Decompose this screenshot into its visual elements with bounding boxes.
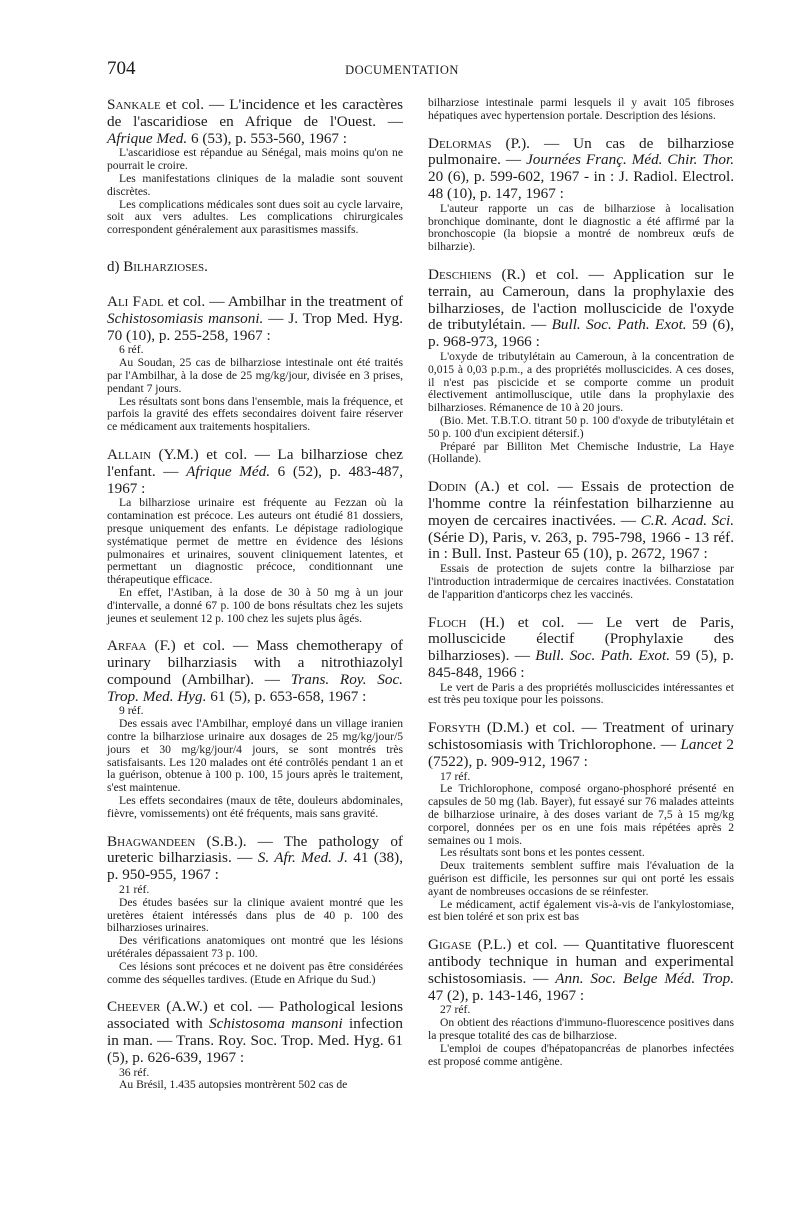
page-number: 704 <box>107 58 136 79</box>
entry-title: (Y.M.) et col. — La bilharziose chez l'enfant. — <box>107 445 403 480</box>
entry-abstract: Les complications médicales sont dues soit au cycle larvaire, soit aux vers adultes. Les complications chirurgicales correspondent généralement aux parasitismes massifs. <box>107 197 403 237</box>
entry-journal: Lancet <box>680 736 722 754</box>
entry-title: (S.B.). — The pathology of ureteric bilharziasis. — <box>107 832 403 867</box>
entry-authors: Deschiens <box>428 265 492 283</box>
continued-abstract: bilharziose intestinale parmi lesquels il y avait 105 fibroses hépatiques avec hypertension portale. Description des lésions. <box>428 96 734 122</box>
entry-refs: 21 réf. <box>119 883 150 897</box>
entry-details: 59 (5), p. 845-848, 1966 : <box>428 647 734 681</box>
entry-details: 20 (6), p. 599-602, 1967 - in : J. Radiol. Electrol. 48 (10), p. 147, 1967 : <box>428 168 734 202</box>
entry-abstract: Préparé par Billiton Met Chemische Industrie, La Haye (Hollande). <box>428 439 734 466</box>
entry-abstract: En effet, l'Astiban, à la dose de 30 à 50 mg à un jour d'intervalle, a donné 67 p. 100 de bons résultats chez les sujets jeunes et seulement 12 p. 100 chez les sujets plus âgés. <box>107 585 403 625</box>
entry-citation <box>428 267 734 351</box>
entry-journal: Schistosoma mansoni <box>209 1015 343 1033</box>
entry-refs: 36 réf. <box>119 1065 150 1079</box>
entry-refs: 9 réf. <box>119 704 144 718</box>
entry-details: — J. Trop Med. Hyg. 70 (10), p. 255-258, 1967 : <box>107 309 403 344</box>
bibliography-entry <box>428 267 734 466</box>
entry-abstract: Des études basées sur la clinique avaient montré que les uretères étaient intéressés dans plus de 40 p. 100 des bilharzioses urinaires. <box>107 895 403 935</box>
entry-abstract: Ces lésions sont précoces et ne doivent pas être considérées comme des séquelles tardives. (Etude en Afrique du Sud.) <box>107 959 403 986</box>
entry-journal: Trans. Roy. Soc. Trop. Med. Hyg. <box>107 670 403 705</box>
entry-details: 61 (5), p. 653-658, 1967 : <box>206 687 367 705</box>
section-prefix: d) <box>107 258 124 275</box>
entry-journal: Journées Franç. Méd. Chir. Thor. <box>526 151 734 169</box>
bibliography-entry <box>107 447 403 625</box>
bibliography-entry <box>428 720 734 924</box>
entry-citation <box>428 615 734 682</box>
entry-authors: Forsyth <box>428 719 481 737</box>
entry-journal: C.R. Acad. Sci. <box>640 511 734 529</box>
entry-citation <box>107 447 403 497</box>
entry-journal: Bull. Soc. Path. Exot. <box>535 647 671 665</box>
bibliography-entry <box>107 834 403 987</box>
entry-title: (P.L.) et col. — Quantitative fluorescent antibody technique in human and experimental schistosomiasis. — <box>428 936 734 987</box>
entry-authors: Cheever <box>107 998 161 1016</box>
entry-abstract: Le Trichlorophone, composé organo-phosphoré présenté en capsules de 50 mg (lab. Bayer), fut essayé sur 76 malades atteints de bilharziose urinaire, à des doses variant de 7,5 à 15 mg/kg corporel, données per os en une fois mais répétées après 2 semaines ou 1 mois. <box>428 782 734 847</box>
entry-authors: Delormas <box>428 134 492 152</box>
entry-abstract: Les effets secondaires (maux de tête, douleurs abdominales, fièvre, vomissements) ont été fréquents, mais sans gravité. <box>107 794 403 820</box>
entry-abstract: (Bio. Met. T.B.T.O. titrant 50 p. 100 d'oxyde de tributylétain et 50 p. 100 d'un excipient détersif.) <box>428 413 734 440</box>
entry-details: 6 (53), p. 553-560, 1967 : <box>187 129 348 147</box>
entry-authors: Bhagwandeen <box>107 832 196 850</box>
page-header <box>107 58 697 84</box>
entry-abstract: L'emploi de coupes d'hépatopancréas de planorbes infectées est proposé comme antigène. <box>428 1041 734 1068</box>
bibliography-entry <box>428 937 734 1068</box>
entry-citation <box>107 294 403 344</box>
bibliography-entry <box>428 479 734 601</box>
entry-title: (H.) et col. — Le vert de Paris, molluscicide électif (Prophylaxie des bilharzioses). — <box>428 613 734 665</box>
entry-authors: Allain <box>107 445 151 463</box>
entry-authors: Dodin <box>428 478 467 496</box>
bibliography-entry <box>428 615 734 708</box>
entry-title: et col. — Ambilhar in the treatment of <box>163 292 404 310</box>
entry-citation <box>428 937 734 1004</box>
entry-details: 59 (6), p. 968-973, 1966 : <box>428 316 734 351</box>
entry-authors: Floch <box>428 613 467 631</box>
entry-details: 47 (2), p. 143-146, 1967 : <box>428 986 585 1004</box>
section-name: Bilharzioses. <box>123 258 208 275</box>
entry-journal: Afrique Med. <box>107 129 188 147</box>
bibliography-entry <box>107 999 403 1092</box>
entry-abstract: L'ascaridiose est répandue au Sénégal, mais moins qu'on ne pourrait le croire. <box>107 146 403 173</box>
entry-authors: Sankale <box>107 96 161 113</box>
entry-abstract: Des vérifications anatomiques ont montré que les lésions urétérales dépassaient 73 p. 100. <box>107 934 403 961</box>
entry-refs: 6 réf. <box>119 343 144 357</box>
entry-journal: Ann. Soc. Belge Méd. Trop. <box>555 969 734 987</box>
entry-abstract: La bilharziose urinaire est fréquente au Fezzan où la contamination est précoce. Les auteurs ont étudié 81 dossiers, presque uniquement des enfants. Le dépistage radiologique systématique permet de mettre en évidence des lésions pulmonaires et urinaires, souvent cliniquement latentes, et permettant un diagnostic précoce, conditionnant une thérapeutique efficace. <box>107 496 403 587</box>
running-head: DOCUMENTATION <box>345 63 459 77</box>
bibliography-entry <box>107 294 403 434</box>
entry-abstract: On obtient des réactions d'immuno-fluorescence positives dans la presque totalité des cas de bilharziose. <box>428 1016 734 1043</box>
bibliography-entry <box>107 97 403 237</box>
entry-abstract: Des essais avec l'Ambilhar, employé dans un village iranien contre la bilharziose urinaire aux dosages de 25 mg/kg/jour/5 jours et 30 mg/kg/jour/4 jours, se sont montrés très satisfaisants. Les 120 malades ont été contrôlés pendant 1 an et la guérison, obtenue à 100 p. 100, 15 jours après le traitement, s'est maintenue. <box>107 717 403 795</box>
entry-details: 41 (38), p. 950-955, 1967 : <box>107 849 403 884</box>
entry-abstract: Les manifestations cliniques de la maladie sont souvent discrètes. <box>107 171 403 198</box>
entry-abstract: Les résultats sont bons et les pontes cessent. <box>440 846 645 860</box>
entry-refs: 17 réf. <box>440 769 471 783</box>
entry-journal: Afrique Méd. <box>186 462 271 480</box>
entry-title: (D.M.) et col. — Treatment of urinary schistosomiasis with Trichlorophone. — <box>428 719 734 754</box>
entry-abstract: Au Soudan, 25 cas de bilharziose intestinale ont été traités par l'Ambilhar, à la dose de 25 mg/kg/jour, divisée en 3 prises, pendant 7 jours. <box>107 356 403 395</box>
entry-title: (A.) et col. — Essais de protection de l'homme contre la réinfestation bilharzienne au moyen de cercaires inactivées. — <box>428 478 734 529</box>
entry-abstract: Le médicament, actif également vis-à-vis de l'ankylostomiase, est bien toléré et son prix est bas <box>428 897 734 924</box>
entry-details: 2 (7522), p. 909-912, 1967 : <box>428 736 735 770</box>
entry-journal: S. Afr. Med. J. <box>257 849 348 867</box>
bibliography-entry <box>428 136 734 254</box>
entry-title: (R.) et col. — Application sur le terrain, au Cameroun, dans la prophylaxie des bilharzioses, de l'action molluscicide de l'oxyde de tributylétain. — <box>428 265 734 334</box>
entry-citation <box>428 479 734 563</box>
entry-authors: Gigase <box>428 936 472 954</box>
entry-journal: Schistosomiasis mansoni. <box>107 309 264 327</box>
entry-citation <box>428 720 734 770</box>
entry-citation <box>107 834 403 884</box>
bibliography-entry <box>107 638 403 820</box>
entry-title: (F.) et col. — Mass chemotherapy of urinary bilharziasis with a nitrothiazolyl compound (Ambilhar). — <box>107 637 403 688</box>
entry-citation <box>428 136 734 203</box>
entry-abstract: Essais de protection de sujets contre la bilharziose par l'introduction intradermique de cercaires inactivées. Constatation de l'apparition d'anticorps chez les vaccinés. <box>428 562 734 601</box>
entry-abstract: L'oxyde de tributylétain au Cameroun, à la concentration de 0,015 à 0,03 p.p.m., a des propriétés molluscicides. A ces doses, il n'est pas piscicide et se comporte comme un produit électivement antimolluscique, utile dans la prophylaxie des bilharzioses. Rémanence de 10 à 20 jours. <box>428 349 734 415</box>
entry-abstract: Le vert de Paris a des propriétés molluscicides intéressantes et est très peu toxique pour les poissons. <box>428 680 734 707</box>
entry-authors: Ali Fadl <box>107 292 164 310</box>
entry-title: et col. — L'incidence et les caractères de l'ascaridiose en Afrique de l'Ouest. — <box>107 96 403 130</box>
left-column <box>107 97 403 1105</box>
entry-abstract: Au Brésil, 1.435 autopsies montrèrent 502 cas de <box>119 1078 348 1092</box>
right-column <box>428 97 734 1081</box>
entry-details: (Série D), Paris, v. 263, p. 795-798, 1966 - 13 réf. in : Bull. Inst. Pasteur 65 (10), p. 2672, 1967 : <box>428 528 734 563</box>
section-heading <box>107 259 403 276</box>
entry-title: (P.). — Un cas de bilharziose pulmonaire. — <box>428 134 734 169</box>
entry-citation <box>107 97 403 147</box>
entry-abstract: Deux traitements semblent suffire mais l'évaluation de la guérison est difficile, les personnes sur qui ont porté les essais ayant de nombreuses occasions de se réinfester. <box>428 859 734 898</box>
entry-citation <box>107 999 403 1066</box>
entry-title: (A.W.) et col. — Pathological lesions associated with <box>107 998 403 1033</box>
entry-citation <box>107 638 403 705</box>
entry-refs: 27 réf. <box>440 1003 471 1017</box>
entry-authors: Arfaa <box>107 637 147 655</box>
entry-abstract: Les résultats sont bons dans l'ensemble, mais la fréquence, et parfois la gravité des effets secondaires doivent faire réserver ce médicament aux traitements hospitaliers. <box>107 394 403 434</box>
entry-abstract: L'auteur rapporte un cas de bilharziose à localisation bronchique dominante, dont le diagnostic a été affirmé par la bronchoscopie (la biopsie a montré de nombreux œufs de bilharzie). <box>428 201 734 254</box>
entry-journal: Bull. Soc. Path. Exot. <box>551 316 687 334</box>
entry-details: 6 (52), p. 483-487, 1967 : <box>107 462 403 497</box>
entry-details: infection in man. — Trans. Roy. Soc. Trop. Med. Hyg. 61 (5), p. 626-639, 1967 : <box>107 1015 403 1066</box>
